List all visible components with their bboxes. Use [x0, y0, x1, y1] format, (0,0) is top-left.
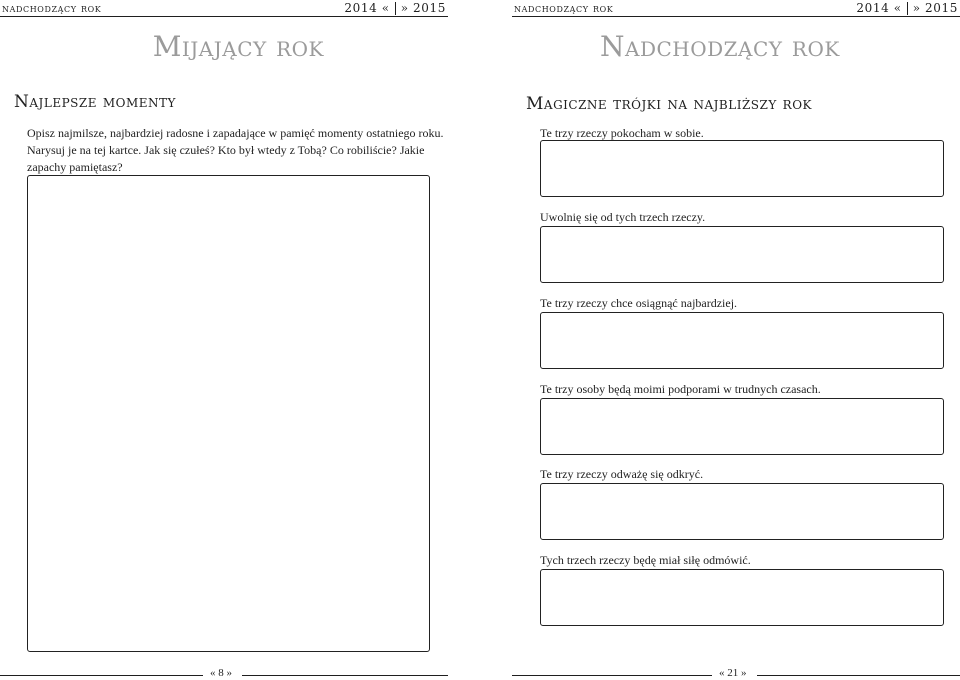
footer-rule-left [0, 675, 203, 676]
year-divider [395, 2, 396, 15]
answer-box-4[interactable] [540, 398, 944, 455]
year-prev: 2014 « [856, 1, 902, 15]
section-title: Magiczne trójki na najbliższy rok [526, 94, 813, 114]
prompt-6: Tych trzech rzeczy będę miał siłę odmówić. [540, 553, 751, 567]
page-footer [0, 667, 448, 680]
footer-rule-right [242, 675, 448, 676]
left-page [0, 0, 448, 680]
header-rule [512, 16, 960, 17]
answer-box-6[interactable] [540, 569, 944, 626]
right-page [512, 0, 960, 680]
answer-box-5[interactable] [540, 483, 944, 540]
prompt-3: Te trzy rzeczy chce osiągnąć najbardziej. [540, 296, 738, 310]
section-description: Opisz najmilsze, najbardziej radosne i zapadające w pamięć momenty ostatniego roku. Narysuj je na tej kartce. Jak się czułeś? Kto był wtedy z Tobą? Co robiliście? Jakie zapachy pamiętasz? [27, 126, 444, 174]
prompt-2: Uwolnię się od tych trzech rzeczy. [540, 210, 706, 224]
running-header-title: nadchodzący rok [2, 1, 102, 15]
page-title: Nadchodzący rok [600, 30, 840, 63]
running-header-years [344, 1, 446, 15]
answer-box-3[interactable] [540, 312, 944, 369]
running-header-title: nadchodzący rok [514, 1, 614, 15]
prompt-1: Te trzy rzeczy pokocham w sobie. [540, 126, 704, 140]
year-prev: 2014 « [344, 1, 390, 15]
footer-rule-left [512, 675, 712, 676]
year-next: » 2015 [400, 1, 446, 15]
page-title: Mijający rok [152, 30, 324, 63]
page-number: « 21 » [719, 667, 747, 679]
header-rule [0, 16, 448, 17]
page-number: « 8 » [210, 667, 232, 679]
year-divider [907, 2, 908, 15]
drawing-area[interactable] [27, 175, 430, 652]
year-next: » 2015 [912, 1, 958, 15]
page-footer [512, 667, 960, 680]
answer-box-2[interactable] [540, 226, 944, 283]
section-title: Najlepsze momenty [14, 92, 176, 112]
prompt-5: Te trzy rzeczy odważę się odkryć. [540, 467, 704, 481]
footer-rule-right [757, 675, 960, 676]
running-header-years [856, 1, 958, 15]
answer-box-1[interactable] [540, 140, 944, 197]
prompt-4: Te trzy osoby będą moimi podporami w trudnych czasach. [540, 382, 821, 396]
